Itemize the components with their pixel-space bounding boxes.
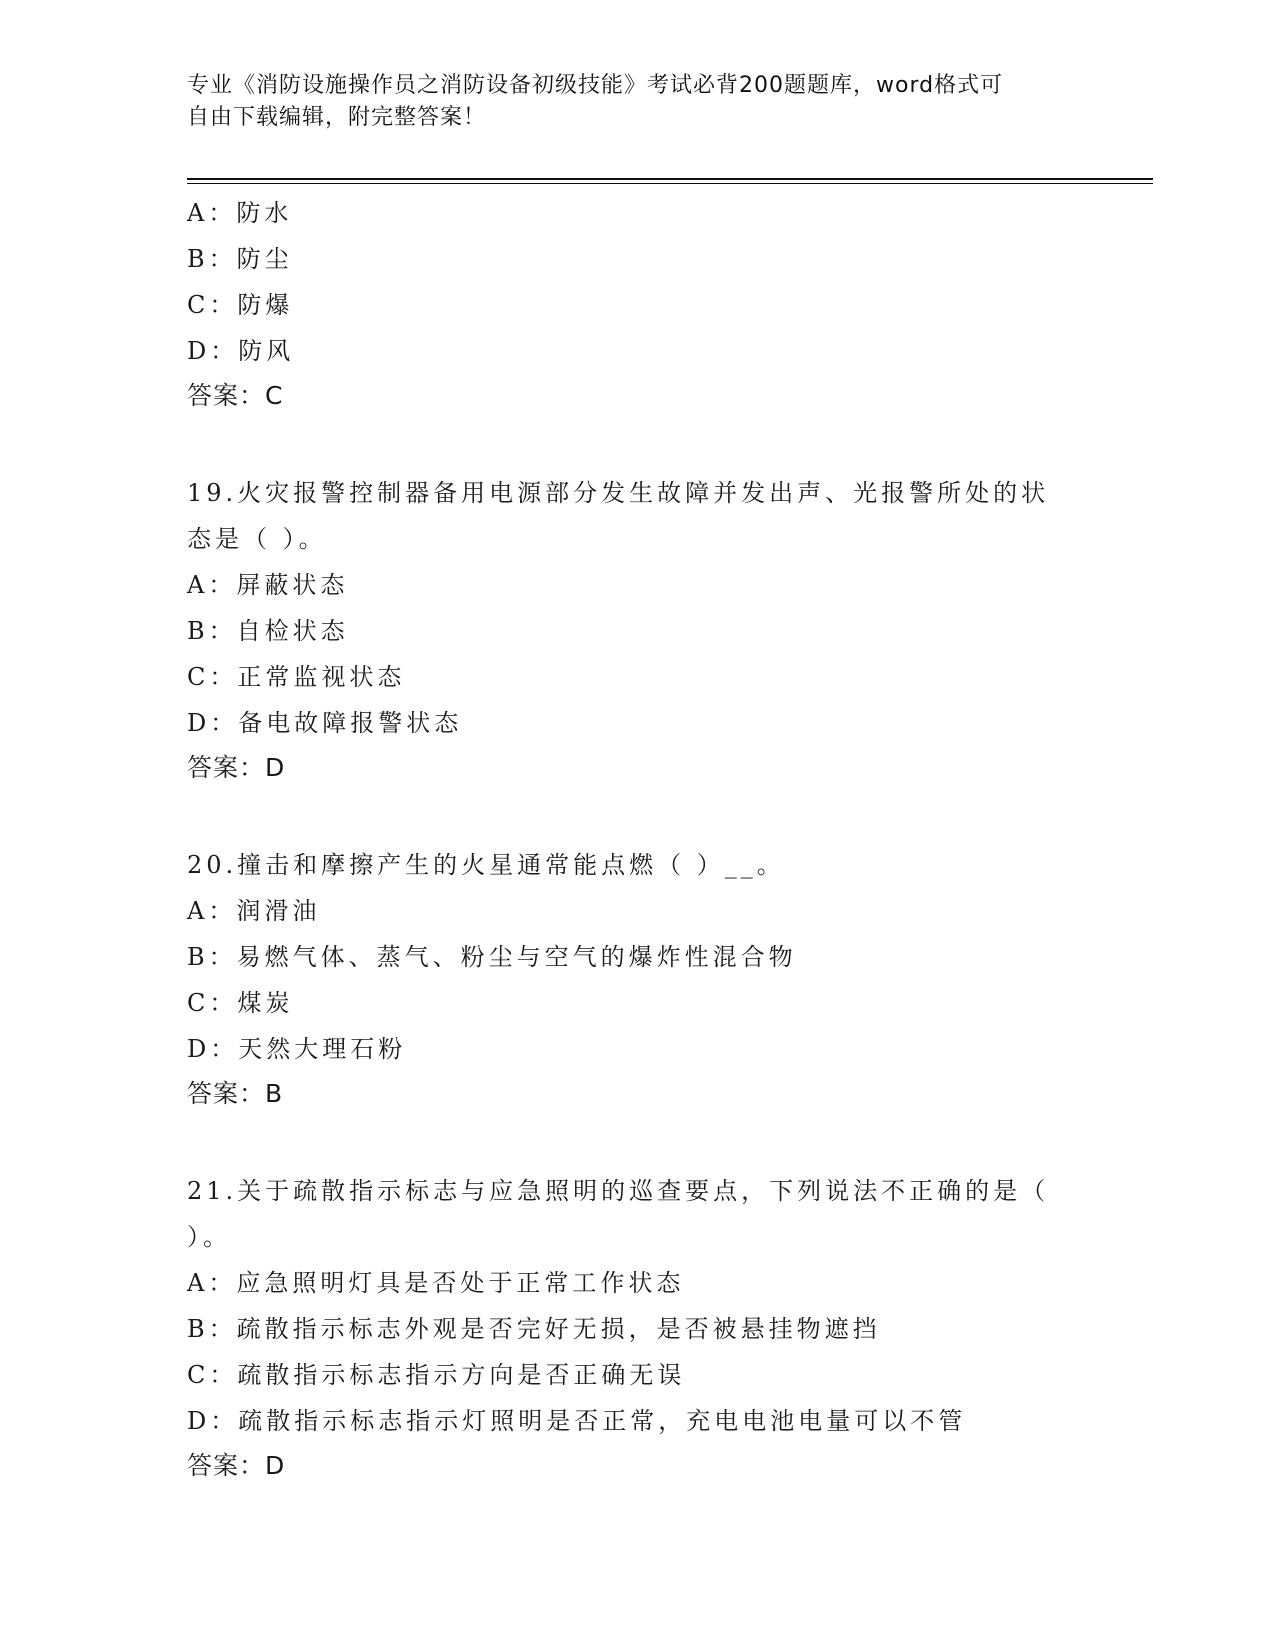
option-a: A：润滑油 — [187, 897, 321, 925]
option-a: A：应急照明灯具是否处于正常工作状态 — [187, 1269, 685, 1297]
option-c: C：煤炭 — [187, 989, 294, 1017]
option-c: C：疏散指示标志指示方向是否正确无误 — [187, 1361, 686, 1389]
answer-line: 答案：D — [187, 753, 286, 782]
answer-line: 答案：B — [187, 1079, 284, 1108]
header-line-2: 自由下载编辑，附完整答案！ — [187, 105, 487, 130]
option-b: B：疏散指示标志外观是否完好无损，是否被悬挂物遮挡 — [187, 1315, 881, 1343]
header-line-1: 专业《消防设施操作员之消防设备初级技能》考试必背200题题库，word格式可 — [187, 73, 1004, 98]
answer-line: 答案：D — [187, 1451, 286, 1480]
option-d: D：疏散指示标志指示灯照明是否正常，充电电池电量可以不管 — [187, 1407, 967, 1435]
option-c: C：正常监视状态 — [187, 663, 406, 691]
option-a: A：防水 — [187, 199, 293, 227]
option-d: D：备电故障报警状态 — [187, 709, 463, 737]
prev-question-block — [187, 190, 1087, 418]
question-20 — [187, 842, 1087, 1116]
question-19 — [187, 470, 1087, 790]
option-c: C：防爆 — [187, 291, 294, 319]
option-b: B：自检状态 — [187, 617, 349, 645]
question-stem-line-1: 21.关于疏散指示标志与应急照明的巡查要点，下列说法不正确的是（ — [187, 1177, 1050, 1205]
option-d: D：天然大理石粉 — [187, 1035, 407, 1063]
document-header — [187, 70, 1087, 134]
question-stem-line-1: 19.火灾报警控制器备用电源部分发生故障并发出声、光报警所处的状 — [187, 479, 1050, 507]
answer-line: 答案：C — [187, 381, 284, 410]
header-divider-thick — [187, 178, 1153, 180]
option-d: D：防风 — [187, 337, 295, 365]
document-body — [187, 190, 1087, 1488]
option-b: B：防尘 — [187, 245, 293, 273]
header-divider-thin — [187, 183, 1153, 184]
question-21 — [187, 1168, 1087, 1488]
option-b: B：易燃气体、蒸气、粉尘与空气的爆炸性混合物 — [187, 943, 797, 971]
question-stem-line-2: ）。 — [187, 1223, 231, 1251]
question-stem-line-2: 态是（ ）。 — [187, 525, 327, 553]
question-stem-line-1: 20.撞击和摩擦产生的火星通常能点燃（ ）__。 — [187, 851, 785, 879]
option-a: A：屏蔽状态 — [187, 571, 349, 599]
